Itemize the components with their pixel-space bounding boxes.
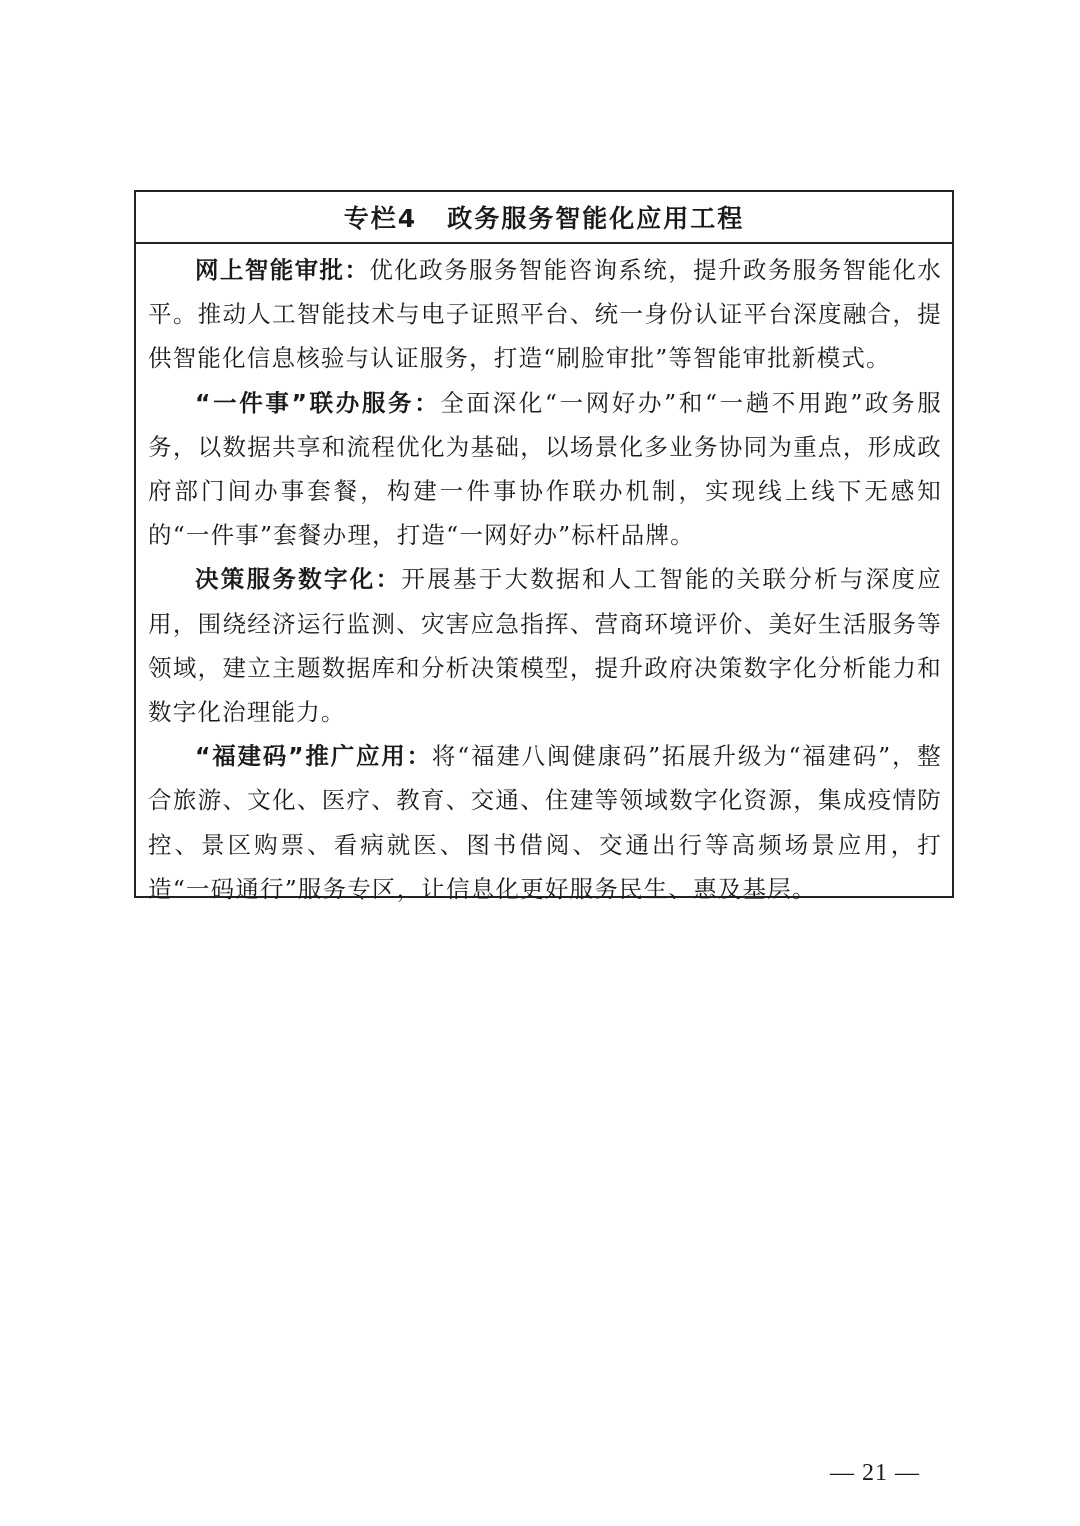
paragraph-one-thing-service [148,381,942,558]
paragraph-lead: 网上智能审批： [195,256,370,284]
box-title-main: 政务服务智能化应用工程 [447,204,745,233]
paragraph-lead: 决策服务数字化： [195,565,402,594]
paragraph-text: 开展基于大数据和人工智能的关联分析与深度应用，围绕经济运行监测、灾害应急指挥、营商环境评价、美好生活服务等领域，建立主题数据库和分析决策模型，提升政府决策数字化分析能力和数字化治理能力。 [148,565,942,727]
paragraph-text: 优化政务服务智能咨询系统，提升政务服务智能化水平。推动人工智能技术与电子证照平台、统一身份认证平台深度融合，提供智能化信息核验与认证服务，打造“刷脸审批”等智能审批新模式。 [148,256,942,373]
paragraph-lead: “福建码”推广应用： [195,742,432,771]
paragraph-text: 将“福建八闽健康码”拓展升级为“福建码”，整合旅游、文化、医疗、教育、交通、住建等领域数字化资源，集成疫情防控、景区购票、看病就医、图书借阅、交通出行等高频场景应用，打造“一码通行”服务专区，让信息化更好服务民生、惠及基层。 [148,742,942,903]
paragraph-text: 全面深化“一网好办”和“一趟不用跑”政务服务，以数据共享和流程优化为基础，以场景化多业务协同为重点，形成政府部门间办事套餐，构建一件事协作联办机制，实现线上线下无感知的“一件事”套餐办理，打造“一网好办”标杆品牌。 [148,388,942,550]
box-title-prefix: 专栏4 [343,204,418,233]
paragraph-decision-digitalization [148,557,942,734]
page-number: — 21 — [830,1460,920,1486]
box-body [136,244,952,911]
box-title [136,192,952,244]
paragraph-lead: “一件事”联办服务： [195,388,441,417]
paragraph-online-approval [148,248,942,381]
feature-box [134,190,954,903]
paragraph-fujian-code [148,734,942,911]
